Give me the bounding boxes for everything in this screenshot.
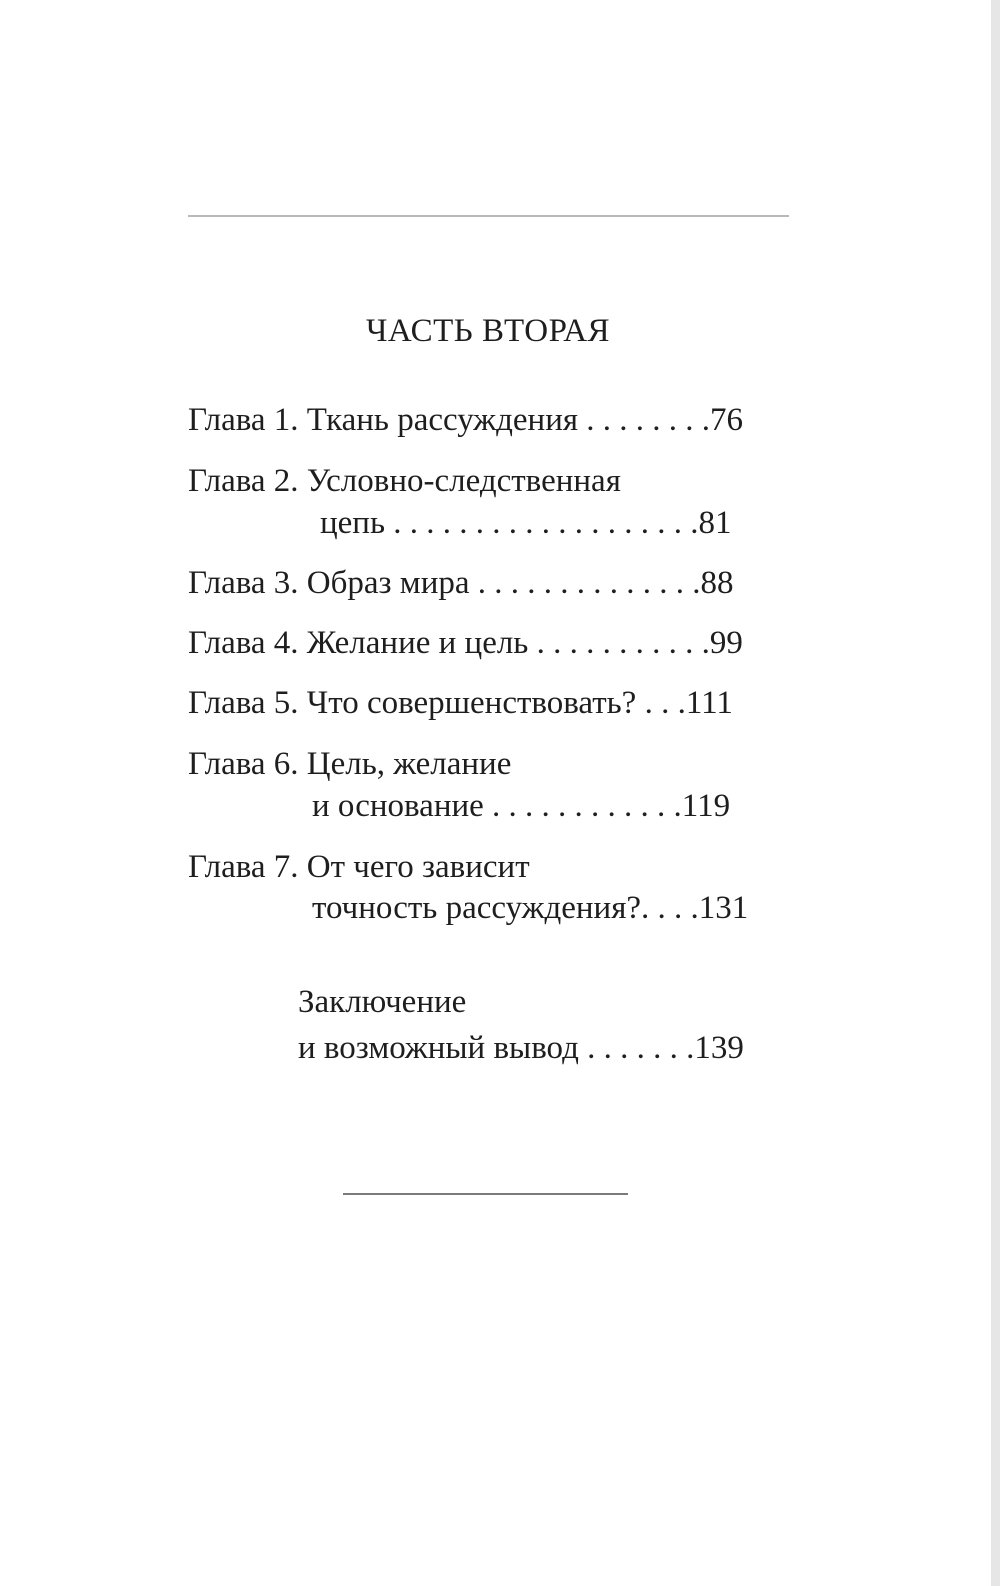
toc-entry-chapter-2-title: Глава 2. Условно-следственная [188,463,621,499]
toc-entry-chapter-4: Глава 4. Желание и цель . . . . . . . . . . .99 [188,625,743,661]
toc-entry-chapter-6-continuation: и основание . . . . . . . . . . . .119 [312,788,731,824]
part-title: ЧАСТЬ ВТОРАЯ [365,313,611,349]
toc-entry-conclusion-continuation: и возможный вывод . . . . . . .139 [298,1030,744,1066]
toc-entry-conclusion-title: Заключение [298,984,467,1020]
toc-entry-chapter-1: Глава 1. Ткань рассуждения . . . . . . . .76 [188,402,744,438]
toc-entry-chapter-6-title: Глава 6. Цель, желание [188,746,512,782]
toc-entry-chapter-7-continuation: точность рассуждения?. . . .131 [312,890,749,926]
page-edge-shadow [991,0,1000,1586]
toc-entry-chapter-2-continuation: цепь . . . . . . . . . . . . . . . . . . .81 [320,505,732,541]
top-divider [188,215,789,217]
bottom-divider [343,1193,628,1195]
toc-entry-chapter-5: Глава 5. Что совершенствовать? . . .111 [188,685,733,721]
toc-entry-chapter-3: Глава 3. Образ мира . . . . . . . . . . . . . .88 [188,565,734,601]
toc-entry-chapter-7-title: Глава 7. От чего зависит [188,849,530,885]
